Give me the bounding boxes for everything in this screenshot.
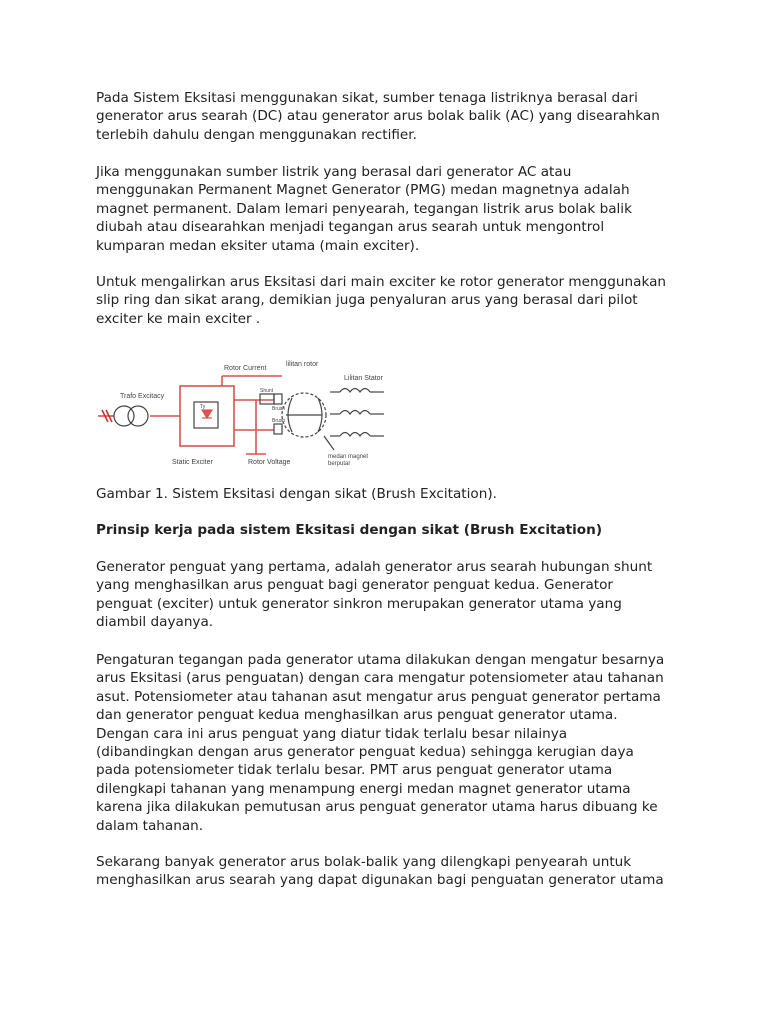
brush-excitation-diagram bbox=[96, 358, 426, 470]
label-brush-2: Brush bbox=[272, 418, 286, 424]
label-rotor-current: Rotor Current bbox=[224, 365, 267, 372]
stator-winding-3 bbox=[340, 433, 370, 437]
figure-caption: Gambar 1. Sistem Eksitasi dengan sikat (Brush Excitation). bbox=[96, 486, 497, 502]
paragraph-3: Untuk mengalirkan arus Eksitasi dari main exciter ke rotor generator menggunakan slip ring dan sikat arang, demikian juga penyaluran arus yang berasal dari pilot exciter ke main exciter . bbox=[96, 274, 667, 327]
stator-winding-1 bbox=[340, 389, 370, 393]
diagram-svg bbox=[96, 358, 426, 470]
paragraph-5: Pengaturan tegangan pada generator utama dilakukan dengan mengatur besarnya arus Eksitasi (arus penguatan) dengan cara mengatur potensiometer atau tahanan asut. Potensiometer atau tahanan asut mengatur arus penguat generator pertama dan generator penguat kedua menghasilkan arus penguat generator utama. Dengan cara ini arus penguat yang diatur tidak terlalu besar nilainya (dibandingkan dengan arus generator penguat kedua) sehingga kerugian daya pada potensiometer tidak terlalu besar. PMT arus penguat generator utama dilengkapi tahanan yang menampung energi medan magnet generator utama karena jika dilakukan pemutusan arus penguat generator utama harus dibuang ke dalam tahanan. bbox=[96, 652, 665, 834]
paragraph-1: Pada Sistem Eksitasi menggunakan sikat, sumber tenaga listriknya berasal dari generator arus searah (DC) atau generator arus bolak balik (AC) yang disearahkan terlebih dahulu dengan menggunakan rectifier. bbox=[96, 90, 660, 143]
label-lilitan-rotor: lilitan rotor bbox=[286, 361, 319, 368]
stator-winding-2 bbox=[340, 411, 370, 415]
label-trafo: Trafo Excitacy bbox=[120, 393, 165, 400]
brush-top bbox=[274, 394, 282, 404]
thyristor-symbol bbox=[202, 410, 212, 418]
label-lilitan-stator: Lilitan Stator bbox=[344, 375, 383, 382]
section-heading: Prinsip kerja pada sistem Eksitasi dengan sikat (Brush Excitation) bbox=[96, 522, 603, 538]
label-static-exciter: Static Exciter bbox=[172, 459, 213, 466]
transformer-coil-2 bbox=[128, 406, 148, 426]
label-shunt: Shunt bbox=[260, 388, 274, 394]
paragraph-2: Jika menggunakan sumber listrik yang berasal dari generator AC atau menggunakan Permanent Magnet Generator (PMG) medan magnetnya adalah magnet permanent. Dalam lemari penyearah, tegangan listrik arus bolak balik diubah atau disearahkan menjadi tegangan arus searah untuk mengontrol kumparan medan eksiter utama (main exciter). bbox=[96, 164, 632, 254]
label-rotor-voltage: Rotor Voltage bbox=[248, 459, 291, 466]
label-brush-1: Brush bbox=[272, 406, 286, 412]
paragraph-4: Generator penguat yang pertama, adalah generator arus searah hubungan shunt yang menghasilkan arus penguat bagi generator penguat kedua. Generator penguat (exciter) untuk generator sinkron merupakan generator utama yang diambil dayanya. bbox=[96, 559, 653, 631]
brush-bottom bbox=[274, 424, 282, 434]
shunt-box bbox=[260, 394, 274, 404]
label-medan-magnet: medan magnet bbox=[328, 454, 369, 460]
paragraph-6: Sekarang banyak generator arus bolak-balik yang dilengkapi penyearah untuk menghasilkan arus searah yang dapat digunakan bagi penguatan generator utama bbox=[96, 854, 664, 889]
label-ty: Ty bbox=[200, 404, 206, 410]
label-berputar: berputar bbox=[328, 461, 351, 467]
